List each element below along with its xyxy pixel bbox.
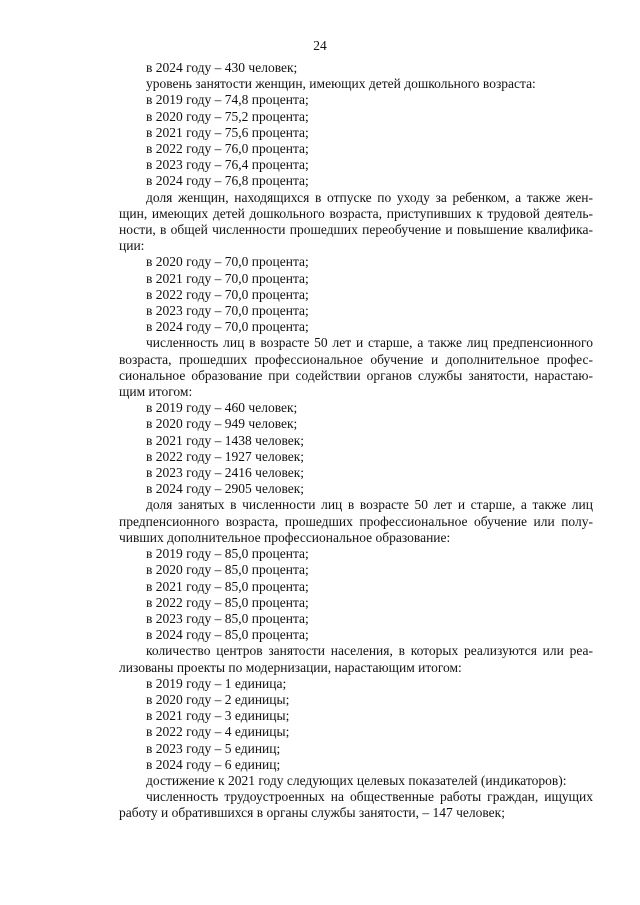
text-line: возраста, прошедших профессиональное обучение и дополнительное профес- <box>119 351 593 367</box>
text-line: в 2020 году – 70,0 процента; <box>146 254 309 270</box>
text-line: в 2021 году – 1438 человек; <box>146 432 305 448</box>
text-line: в 2023 году – 70,0 процента; <box>146 303 309 319</box>
text-line: ции: <box>119 238 145 254</box>
text-line: уровень занятости женщин, имеющих детей дошкольного возраста: <box>146 76 536 92</box>
text-line: в 2019 году – 85,0 процента; <box>146 546 309 562</box>
text-line: в 2024 году – 6 единиц; <box>146 756 281 772</box>
text-line: в 2022 году – 4 единицы; <box>146 724 290 740</box>
text-line: в 2024 году – 430 человек; <box>146 60 298 75</box>
text-line: в 2023 году – 5 единиц; <box>146 740 281 756</box>
text-line: в 2020 году – 2 единицы; <box>146 691 290 707</box>
text-line: работу и обратившихся в органы службы занятости, – 147 человек; <box>119 805 505 821</box>
text-line: в 2020 году – 75,2 процента; <box>146 108 309 124</box>
text-line: щин, имеющих детей дошкольного возраста, приступивших к трудовой деятель- <box>119 205 593 221</box>
text-line: в 2024 году – 76,8 процента; <box>146 173 309 189</box>
text-line: в 2024 году – 85,0 процента; <box>146 627 309 643</box>
text-line: доля женщин, находящихся в отпуске по уходу за ребенком, а также жен- <box>146 189 593 205</box>
text-line: ности, в общей численности прошедших переобучение и повышение квалифика- <box>119 222 593 238</box>
text-line: в 2022 году – 76,0 процента; <box>146 141 309 157</box>
text-line: в 2022 году – 70,0 процента; <box>146 286 309 302</box>
text-line: численность трудоустроенных на общественные работы граждан, ищущих <box>146 789 593 805</box>
text-line: численность лиц в возрасте 50 лет и старше, а также лиц предпенсионного <box>146 335 593 351</box>
text-line: доля занятых в численности лиц в возрасте 50 лет и старше, а также лиц <box>146 497 593 513</box>
document-body <box>119 60 593 822</box>
text-line: в 2023 году – 85,0 процента; <box>146 610 309 626</box>
text-line: сиональное образование при содействии органов службы занятости, нарастаю- <box>119 367 593 383</box>
text-line: в 2024 году – 70,0 процента; <box>146 319 309 335</box>
text-line: лизованы проекты по модернизации, нарастающим итогом: <box>119 659 462 675</box>
text-line: в 2022 году – 1927 человек; <box>146 448 305 464</box>
text-line: в 2019 году – 74,8 процента; <box>146 92 309 108</box>
text-line: в 2021 году – 70,0 процента; <box>146 270 309 286</box>
text-line: в 2019 году – 460 человек; <box>146 400 298 416</box>
text-line: в 2023 году – 76,4 процента; <box>146 157 309 173</box>
text-line: предпенсионного возраста, прошедших профессиональное обучение или полу- <box>119 513 593 529</box>
text-line: в 2021 году – 3 единицы; <box>146 708 290 724</box>
text-line: в 2021 году – 75,6 процента; <box>146 124 309 140</box>
text-line: в 2022 году – 85,0 процента; <box>146 594 309 610</box>
text-line: в 2020 году – 85,0 процента; <box>146 562 309 578</box>
text-line: в 2020 году – 949 человек; <box>146 416 298 432</box>
text-line: количество центров занятости населения, в которых реализуются или реа- <box>146 643 593 659</box>
text-line: чивших дополнительное профессиональное образование: <box>119 529 451 545</box>
text-line: в 2023 году – 2416 человек; <box>146 465 305 481</box>
text-line: достижение к 2021 году следующих целевых показателей (индикаторов): <box>146 772 567 788</box>
text-line: в 2019 году – 1 единица; <box>146 675 287 691</box>
text-line: в 2024 году – 2905 человек; <box>146 481 305 497</box>
text-line: щим итогом: <box>119 384 193 400</box>
text-line: в 2021 году – 85,0 процента; <box>146 578 309 594</box>
page-number: 24 <box>313 38 327 53</box>
